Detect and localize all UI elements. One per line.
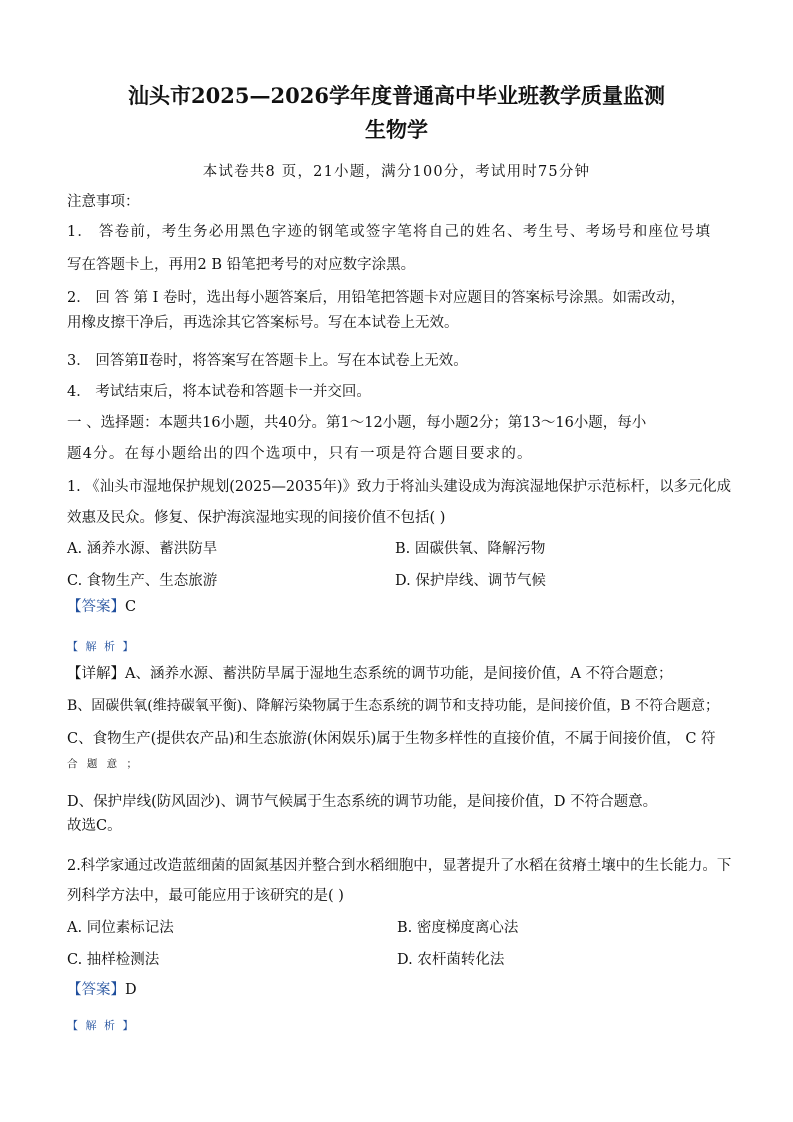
q2-answer — [67, 980, 137, 1000]
q2-option-a: A. 同位素标记法 — [67, 920, 174, 936]
q2-analysis-tag: 【 解 析 】 — [67, 1019, 136, 1032]
answer-tag: 【答案】 — [67, 982, 125, 998]
subject-title: 生物学 — [365, 117, 428, 142]
exam-title: 汕头市2025—2026学年度普通高中毕业班教学质量监测 — [128, 83, 665, 108]
note-2-line-1: 2． 回 答 第 I 卷时，选出每小题答案后，用铅笔把答题卡对应题目的答案标号涂黑。如需改动， — [67, 290, 685, 306]
section-1-line-1: 一 、选择题：本题共16小题，共40分。第1～12小题，每小题2分；第13～16小题，每小 — [67, 415, 647, 431]
q1-option-a: A. 涵养水源、蓄洪防旱 — [67, 541, 218, 557]
q2-option-c: C. 抽样检测法 — [67, 952, 160, 968]
q1-option-d: D. 保护岸线、调节气候 — [395, 573, 546, 589]
q2-option-b: B. 密度梯度离心法 — [397, 920, 519, 936]
answer-tag: 【答案】 — [67, 599, 125, 615]
q1-stem-line-1: 1. 《汕头市湿地保护规划(2025—2035年)》致力于将汕头建设成为海滨湿地保护示范标杆，以多元化成 — [67, 479, 732, 495]
detail-tag: 【详解】 — [67, 666, 125, 682]
note-1-line-1: 1． 答卷前，考生务必用黑色字迹的钢笔或签字笔将自己的姓名、考生号、考场号和座位号填 — [67, 224, 712, 240]
q1-analysis-tag: 【 解 析 】 — [67, 640, 136, 653]
q2-stem-line-1: 2.科学家通过改造蓝细菌的固氮基因并整合到水稻细胞中，显著提升了水稻在贫瘠土壤中的生长能力。下 — [67, 858, 732, 874]
exam-info: 本试卷共8 页，21小题，满分100分，考试用时75分钟 — [202, 164, 591, 180]
note-4: 4． 考试结束后，将本试卷和答题卡一并交回。 — [67, 384, 371, 400]
q1-answer — [67, 597, 136, 617]
q1-detail-line-1 — [67, 664, 673, 684]
q1-option-b: B. 固碳供氧、降解污物 — [395, 541, 546, 557]
q1-detail-line-5: D、保护岸线(防风固沙)、调节气候属于生态系统的调节功能，是间接价值，D 不符合题意。 — [67, 794, 658, 810]
q1-conclusion: 故选C。 — [67, 818, 122, 834]
detail-text: A、涵养水源、蓄洪防旱属于湿地生态系统的调节功能，是间接价值，A 不符合题意； — [125, 666, 673, 682]
q2-stem-line-2: 列科学方法中，最可能应用于该研究的是( ) — [67, 888, 344, 904]
note-1-line-2: 写在答题卡上，再用2 B 铅笔把考号的对应数字涂黑。 — [67, 257, 416, 273]
q1-detail-line-4: 合 题 意 ； — [67, 758, 141, 770]
answer-value: D — [125, 982, 137, 998]
section-1-line-2: 题4分。在每小题给出的四个选项中，只有一项是符合题目要求的。 — [67, 446, 533, 462]
notes-heading: 注意事项： — [67, 194, 140, 210]
answer-value: C — [125, 599, 137, 615]
q1-stem-line-2: 效惠及民众。修复、保护海滨湿地实现的间接价值不包括( ) — [67, 510, 446, 526]
note-2-line-2: 用橡皮擦干净后，再选涂其它答案标号。写在本试卷上无效。 — [67, 315, 459, 331]
note-3: 3． 回答第Ⅱ卷时，将答案写在答题卡上。写在本试卷上无效。 — [67, 353, 468, 369]
q1-option-c: C. 食物生产、生态旅游 — [67, 573, 218, 589]
q1-detail-line-2: B、固碳供氧(维持碳氧平衡)、降解污染物属于生态系统的调节和支持功能，是间接价值，B 不符合题意； — [67, 698, 719, 714]
q2-option-d: D. 农杆菌转化法 — [397, 952, 505, 968]
q1-detail-line-3: C、食物生产(提供农产品)和生态旅游(休闲娱乐)属于生物多样性的直接价值，不属于间接价值， C 符 — [67, 731, 716, 747]
